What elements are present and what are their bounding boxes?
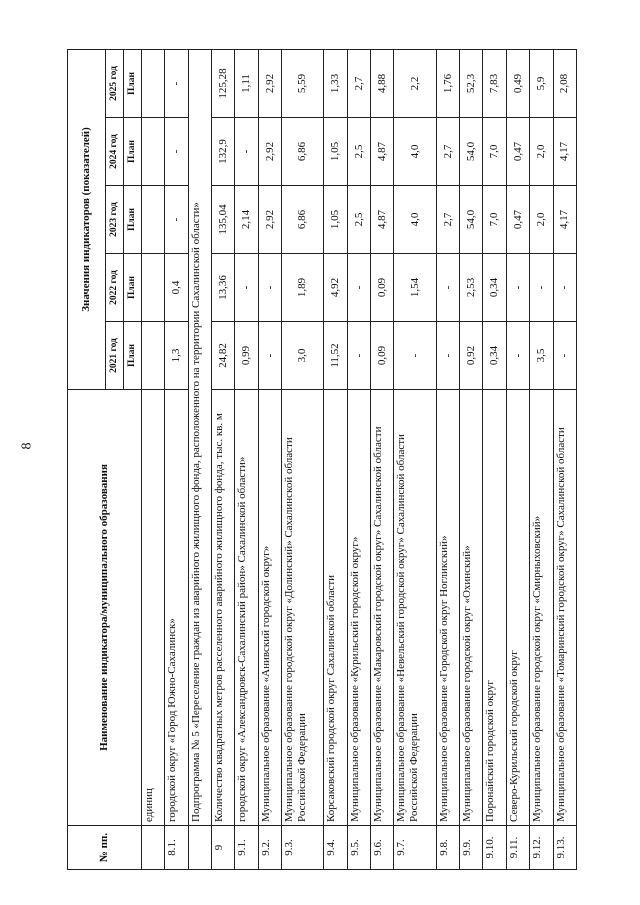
table-row xyxy=(142,49,165,869)
row-value: 5,9 xyxy=(530,49,553,117)
section-row xyxy=(188,49,211,869)
row-value: - xyxy=(553,254,576,322)
row-value: 13,36 xyxy=(212,254,235,322)
table-row xyxy=(371,49,394,869)
row-value: 2,92 xyxy=(258,186,281,254)
row-value: 0,99 xyxy=(235,322,258,390)
row-value: 2,92 xyxy=(258,118,281,186)
col-header-plan: План xyxy=(124,49,142,117)
row-name: Муниципальное образование «Невельский городской округ» Сахалинской области Российской Федерации xyxy=(394,390,436,826)
row-number: 9.6. xyxy=(371,826,394,870)
row-value: - xyxy=(394,322,436,390)
row-value: - xyxy=(165,186,188,254)
row-value: 52,3 xyxy=(460,49,483,117)
row-value: 5,59 xyxy=(282,49,324,117)
row-value: 4,17 xyxy=(553,118,576,186)
table-row xyxy=(436,49,459,869)
row-value: 54,0 xyxy=(460,186,483,254)
row-number: 9.4. xyxy=(324,826,347,870)
row-value: 132,9 xyxy=(212,118,235,186)
row-value: 2,7 xyxy=(347,49,370,117)
row-number xyxy=(142,826,165,870)
table-row xyxy=(347,49,370,869)
row-value: 24,82 xyxy=(212,322,235,390)
row-value: 1,54 xyxy=(394,254,436,322)
row-value: 1,76 xyxy=(436,49,459,117)
row-name: Муниципальное образование «Городской округ Ногликский» xyxy=(436,390,459,826)
row-number: 9.5. xyxy=(347,826,370,870)
row-value: 0,09 xyxy=(371,322,394,390)
row-value: 7,0 xyxy=(483,118,506,186)
subprogram-title: Подпрограмма № 5 «Переселение граждан из аварийного жилищного фонда, расположенного на территории Сахалинской области» xyxy=(188,49,211,825)
row-value: 4,17 xyxy=(553,186,576,254)
row-name: Муниципальное образование «Томаринский городской округ» Сахалинской области xyxy=(553,390,576,826)
row-number: 9.10. xyxy=(483,826,506,870)
row-value: 0,47 xyxy=(506,186,529,254)
row-value: 2,5 xyxy=(347,186,370,254)
row-value: - xyxy=(553,322,576,390)
row-name: городской округ «Город Южно-Сахалинск» xyxy=(165,390,188,826)
row-value: 2,08 xyxy=(553,49,576,117)
col-header-group: Значения индикаторов (показателей) xyxy=(68,49,106,389)
table-container xyxy=(67,50,577,870)
row-value: 54,0 xyxy=(460,118,483,186)
row-value: 3,0 xyxy=(282,322,324,390)
row-value: 2,2 xyxy=(394,49,436,117)
row-number: 9.8. xyxy=(436,826,459,870)
row-value: 6,86 xyxy=(282,186,324,254)
row-value: - xyxy=(235,118,258,186)
table-row xyxy=(165,49,188,869)
row-value: - xyxy=(506,254,529,322)
row-name: Муниципальное образование «Курильский городской округ» xyxy=(347,390,370,826)
row-value: 6,86 xyxy=(282,118,324,186)
table-row xyxy=(553,49,576,869)
row-value: - xyxy=(235,254,258,322)
row-value: - xyxy=(165,49,188,117)
row-value: 4,87 xyxy=(371,186,394,254)
row-name: единиц xyxy=(142,390,165,826)
row-value: 1,89 xyxy=(282,254,324,322)
row-name: Северо-Курильский городской округ xyxy=(506,390,529,826)
row-value: 7,0 xyxy=(483,186,506,254)
row-value: - xyxy=(258,322,281,390)
table-row xyxy=(324,49,347,869)
row-value: - xyxy=(347,254,370,322)
row-value: 0,49 xyxy=(506,49,529,117)
row-value: 1,3 xyxy=(165,322,188,390)
row-number: 9.9. xyxy=(460,826,483,870)
table-row xyxy=(212,49,235,869)
row-value xyxy=(142,254,165,322)
page-number: 8 xyxy=(19,442,35,450)
row-value: 7,83 xyxy=(483,49,506,117)
row-value: 1,33 xyxy=(324,49,347,117)
col-header-year: 2024 год xyxy=(106,118,124,186)
row-number: 9.13. xyxy=(553,826,576,870)
row-value: - xyxy=(165,118,188,186)
row-name: Муниципальное образование городской округ «Смирныховский» xyxy=(530,390,553,826)
indicator-table xyxy=(67,49,577,870)
row-number: 9.11. xyxy=(506,826,529,870)
row-value xyxy=(142,118,165,186)
row-name: городской округ «Александровск-Сахалинский район» Сахалинской области» xyxy=(235,390,258,826)
row-value: - xyxy=(347,322,370,390)
row-number: 8.1. xyxy=(165,826,188,870)
table-row xyxy=(530,49,553,869)
row-number xyxy=(188,826,211,870)
row-number: 9 xyxy=(212,826,235,870)
row-name: Корсаковский городской округ Сахалинской области xyxy=(324,390,347,826)
row-value: - xyxy=(436,254,459,322)
table-row xyxy=(506,49,529,869)
row-name: Муниципальное образование городской округ «Долинский» Сахалинской области Российской Федерации xyxy=(282,390,324,826)
row-value: - xyxy=(258,254,281,322)
row-value: 0,34 xyxy=(483,322,506,390)
col-header-plan: План xyxy=(124,118,142,186)
row-value: 2,14 xyxy=(235,186,258,254)
row-value: 4,0 xyxy=(394,118,436,186)
col-header-plan: План xyxy=(124,254,142,322)
row-name: Муниципальное образование городской округ «Охинский» xyxy=(460,390,483,826)
row-value: 2,0 xyxy=(530,118,553,186)
col-header-plan: План xyxy=(124,186,142,254)
row-value: 2,5 xyxy=(347,118,370,186)
table-row xyxy=(483,49,506,869)
col-header-year: 2022 год xyxy=(106,254,124,322)
row-name: Поронайский городской округ xyxy=(483,390,506,826)
row-value: 0,09 xyxy=(371,254,394,322)
col-header-year: 2023 год xyxy=(106,186,124,254)
row-value: 4,87 xyxy=(371,118,394,186)
table-row xyxy=(258,49,281,869)
table-row xyxy=(460,49,483,869)
row-name: Количество квадратных метров расселенного аварийного жилищного фонда, тыс. кв. м xyxy=(212,390,235,826)
row-value: 0,34 xyxy=(483,254,506,322)
col-header-name: Наименование индикатора/муниципального образования xyxy=(68,390,142,826)
row-name: Муниципальное образование «Анивский городской округ» xyxy=(258,390,281,826)
row-value: 3,5 xyxy=(530,322,553,390)
table-body xyxy=(142,49,577,869)
row-value: 4,0 xyxy=(394,186,436,254)
table-row xyxy=(235,49,258,869)
row-value xyxy=(142,186,165,254)
col-header-year: 2025 год xyxy=(106,49,124,117)
col-header-plan: План xyxy=(124,322,142,390)
row-value: 0,47 xyxy=(506,118,529,186)
row-value: 0,4 xyxy=(165,254,188,322)
row-value xyxy=(142,322,165,390)
row-value: 2,92 xyxy=(258,49,281,117)
col-header-year: 2021 год xyxy=(106,322,124,390)
row-number: 9.1. xyxy=(235,826,258,870)
row-value: - xyxy=(436,322,459,390)
row-value: - xyxy=(530,254,553,322)
row-number: 9.7. xyxy=(394,826,436,870)
table-row xyxy=(394,49,436,869)
row-value: 2,53 xyxy=(460,254,483,322)
row-number: 9.2. xyxy=(258,826,281,870)
col-header-num: № пп. xyxy=(68,826,142,870)
row-value: 1,11 xyxy=(235,49,258,117)
row-value xyxy=(142,49,165,117)
table-row xyxy=(282,49,324,869)
row-number: 9.3. xyxy=(282,826,324,870)
row-name: Муниципальное образование «Макаровский городской округ» Сахалинской области xyxy=(371,390,394,826)
row-value: 1,05 xyxy=(324,118,347,186)
row-value: - xyxy=(506,322,529,390)
row-number: 9.12. xyxy=(530,826,553,870)
row-value: 2,7 xyxy=(436,118,459,186)
row-value: 0,92 xyxy=(460,322,483,390)
row-value: 125,28 xyxy=(212,49,235,117)
row-value: 11,52 xyxy=(324,322,347,390)
row-value: 2,0 xyxy=(530,186,553,254)
row-value: 135,04 xyxy=(212,186,235,254)
row-value: 1,05 xyxy=(324,186,347,254)
row-value: 4,88 xyxy=(371,49,394,117)
row-value: 4,92 xyxy=(324,254,347,322)
row-value: 2,7 xyxy=(436,186,459,254)
